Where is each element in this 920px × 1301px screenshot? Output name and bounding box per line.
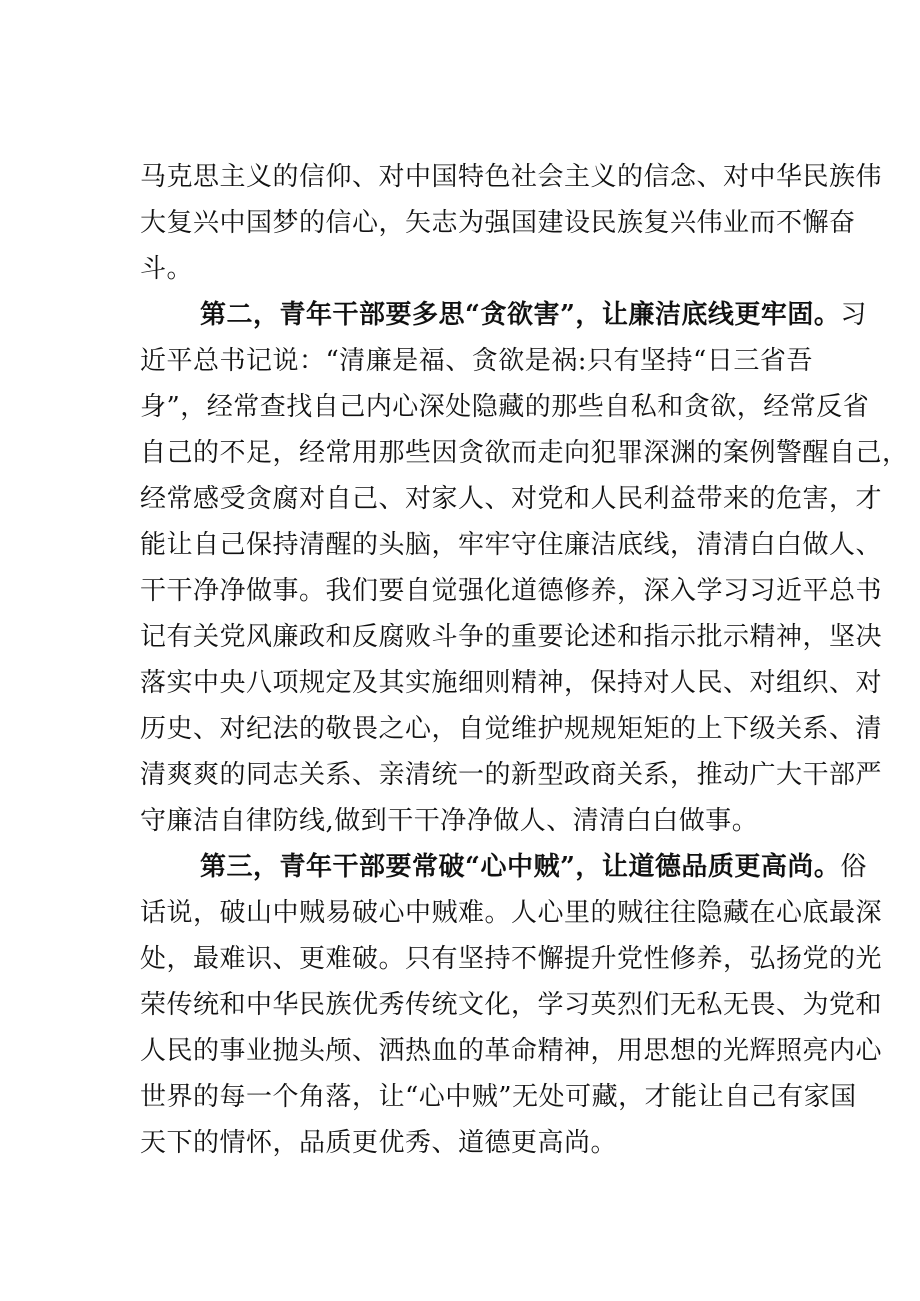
paragraph2-line: 干干净净做事。我们要自觉强化道德修养，深入学习习近平总书 xyxy=(140,576,883,606)
paragraph3-line1-rest: 俗 xyxy=(840,852,867,882)
paragraph2-heading: 第二，青年干部要多思“贪欲害”，让廉洁底线更牢固。 xyxy=(200,300,841,330)
paragraph2-line: 近平总书记说：“清廉是福、贪欲是祸:只有坚持“日三省吾 xyxy=(140,346,813,376)
paragraph2-line: 守廉洁自律防线,做到干干净净做人、清清白白做事。 xyxy=(140,806,759,836)
paragraph2-line: 落实中央八项规定及其实施细则精神，保持对人民、对组织、对 xyxy=(140,668,883,698)
paragraph2-line: 经常感受贪腐对自己、对家人、对党和人民利益带来的危害，才 xyxy=(140,484,883,514)
paragraph3-line: 荣传统和中华民族优秀传统文化，学习英烈们无私无畏、为党和 xyxy=(140,990,883,1020)
paragraph3-heading: 第三，青年干部要常破“心中贼”，让道德品质更高尚。 xyxy=(200,852,841,882)
paragraph3-line: 处，最难识、更难破。只有坚持不懈提升党性修养，弘扬党的光 xyxy=(140,944,883,974)
paragraph2-line: 能让自己保持清醒的头脑，牢牢守住廉洁底线，清清白白做人、 xyxy=(140,530,883,560)
paragraph2-line: 记有关党风廉政和反腐败斗争的重要论述和指示批示精神，坚决 xyxy=(140,622,883,652)
paragraph3-line: 话说，破山中贼易破心中贼难。人心里的贼往往隐藏在心底最深 xyxy=(140,898,883,928)
paragraph2-line1-rest: 习 xyxy=(840,300,867,330)
paragraph3-line: 世界的每一个角落，让“心中贼”无处可藏，才能让自己有家国 xyxy=(140,1082,857,1112)
paragraph3-line: 天下的情怀，品质更优秀、道德更高尚。 xyxy=(140,1128,618,1158)
paragraph1-line: 斗。 xyxy=(140,254,194,284)
paragraph2-line: 自己的不足，经常用那些因贪欲而走向犯罪深渊的案例警醒自己， xyxy=(140,438,909,468)
paragraph3-line: 人民的事业抛头颅、洒热血的革命精神，用思想的光辉照亮内心 xyxy=(140,1036,883,1066)
paragraph1-line: 马克思主义的信仰、对中国特色社会主义的信念、对中华民族伟 xyxy=(140,162,883,192)
paragraph2-line: 身”，经常查找自己内心深处隐藏的那些自私和贪欲，经常反省 xyxy=(140,392,870,422)
paragraph3-first-line xyxy=(200,847,867,887)
paragraph2-line: 历史、对纪法的敬畏之心，自觉维护规规矩矩的上下级关系、清 xyxy=(140,714,883,744)
paragraph1-line: 大复兴中国梦的信心，矢志为强国建设民族复兴伟业而不懈奋 xyxy=(140,208,856,238)
paragraph2-line: 清爽爽的同志关系、亲清统一的新型政商关系，推动广大干部严 xyxy=(140,760,883,790)
paragraph2-first-line xyxy=(200,295,867,335)
